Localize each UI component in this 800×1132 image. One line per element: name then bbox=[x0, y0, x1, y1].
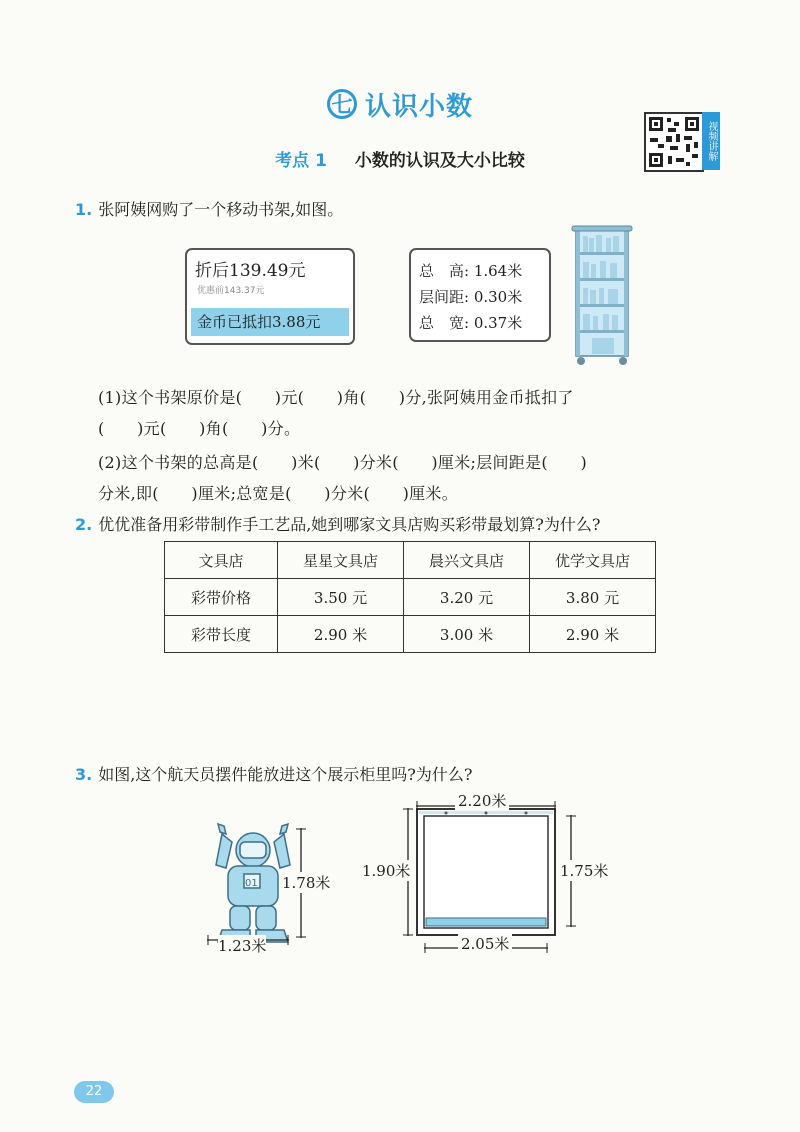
question-number: 2. bbox=[75, 515, 93, 534]
question-text: 优优准备用彩带制作手工艺品,她到哪家文具店购买彩带最划算?为什么? bbox=[98, 515, 601, 534]
svg-text:01: 01 bbox=[245, 878, 258, 889]
cabinet-outer-height-label: 1.90米 bbox=[362, 862, 411, 880]
price-card bbox=[185, 248, 355, 345]
table-row bbox=[165, 579, 656, 616]
question-text: 如图,这个航天员摆件能放进这个展示柜里吗?为什么? bbox=[98, 765, 473, 784]
chapter-number-badge: 七 bbox=[327, 89, 357, 119]
table-cell: 2.90 米 bbox=[278, 616, 404, 653]
q1-part1-line2: ( )元( )角( )分。 bbox=[98, 419, 301, 438]
cabinet-outer-width-label: 2.20米 bbox=[455, 790, 509, 811]
q1-part2-line2: 分米,即( )厘米;总宽是( )分米( )厘米。 bbox=[98, 484, 459, 503]
q1-part1-line1: (1)这个书架原价是( )元( )角( )分,张阿姨用金币抵扣了 bbox=[98, 388, 574, 407]
chapter-title: 认识小数 bbox=[364, 91, 473, 122]
page-number-badge: 22 bbox=[74, 1081, 114, 1103]
table-cell: 彩带长度 bbox=[165, 616, 278, 653]
question-text: 张阿姨网购了一个移动书架,如图。 bbox=[98, 200, 344, 219]
spec-card bbox=[409, 248, 551, 342]
table-header-cell: 文具店 bbox=[165, 542, 278, 579]
table-cell: 3.50 元 bbox=[278, 579, 404, 616]
section-label: 考点 1 bbox=[275, 151, 327, 171]
question-1 bbox=[75, 197, 343, 220]
video-explanation-tag[interactable]: 视频讲解 bbox=[702, 112, 720, 170]
astronaut-height-label: 1.78米 bbox=[282, 874, 331, 892]
section-heading bbox=[0, 146, 800, 171]
spec-height: 总 高: 1.64米 bbox=[419, 262, 523, 280]
section-title: 小数的认识及大小比较 bbox=[354, 151, 525, 171]
table-cell: 3.00 米 bbox=[404, 616, 530, 653]
bookshelf-illustration bbox=[570, 222, 636, 372]
discounted-price: 折后139.49元 bbox=[195, 261, 306, 281]
table-cell: 3.80 元 bbox=[530, 579, 656, 616]
shop-comparison-table bbox=[164, 541, 656, 653]
table-header-cell: 星星文具店 bbox=[278, 542, 404, 579]
table-cell: 3.20 元 bbox=[404, 579, 530, 616]
coin-deduction-bar: 金币已抵扣3.88元 bbox=[191, 308, 349, 336]
question-number: 3. bbox=[75, 765, 93, 784]
question-number: 1. bbox=[75, 200, 93, 219]
astronaut-width-label: 1.23米 bbox=[218, 937, 267, 955]
table-cell: 彩带价格 bbox=[165, 579, 278, 616]
original-price: 优惠前143.37元 bbox=[197, 286, 265, 296]
question-3 bbox=[75, 762, 472, 785]
cabinet-inner-height-label: 1.75米 bbox=[560, 862, 609, 880]
display-cabinet-illustration bbox=[416, 808, 556, 940]
table-header-cell: 优学文具店 bbox=[530, 542, 656, 579]
table-row bbox=[165, 616, 656, 653]
table-header-cell: 晨兴文具店 bbox=[404, 542, 530, 579]
cabinet-inner-width-label: 2.05米 bbox=[458, 933, 512, 954]
table-header-row bbox=[165, 542, 656, 579]
q1-part2-line1: (2)这个书架的总高是( )米( )分米( )厘米;层间距是( ) bbox=[98, 453, 588, 472]
question-2 bbox=[75, 512, 600, 535]
spec-width: 总 宽: 0.37米 bbox=[419, 314, 523, 332]
spec-layer-spacing: 层间距: 0.30米 bbox=[419, 288, 523, 306]
table-cell: 2.90 米 bbox=[530, 616, 656, 653]
